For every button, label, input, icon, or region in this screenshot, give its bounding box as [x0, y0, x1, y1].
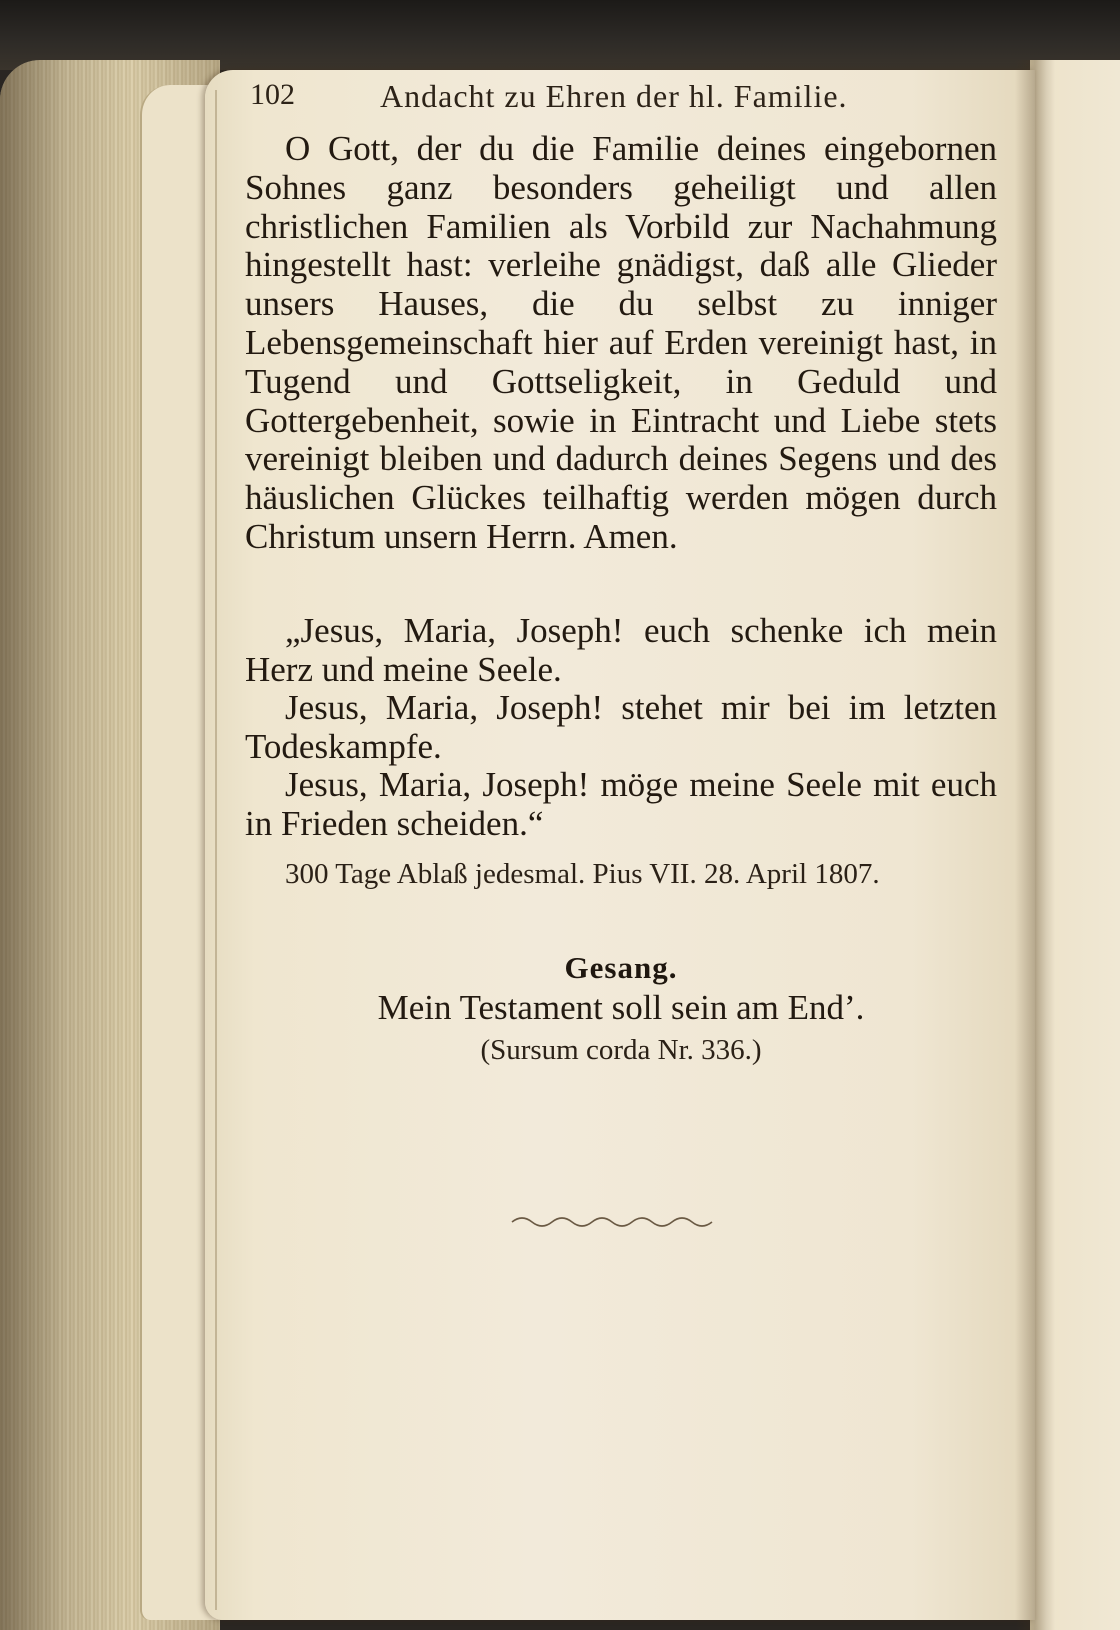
- invocation-1: „Jesus, Maria, Joseph! euch schenke ich mein Herz und meine Seele.: [245, 611, 997, 689]
- hymn-heading: Gesang.: [564, 950, 678, 985]
- indulgence-note: [245, 856, 997, 892]
- invocation-3: Jesus, Maria, Joseph! möge meine Seele mit euch in Frieden scheiden.“: [245, 765, 997, 843]
- invocation-2: Jesus, Maria, Joseph! stehet mir bei im letzten Todeskampfe.: [245, 688, 997, 766]
- gutter-shadow: [1015, 60, 1055, 1630]
- invocations: [245, 612, 997, 843]
- running-head: Andacht zu Ehren der hl. Familie.: [380, 78, 848, 114]
- page-number: 102: [250, 78, 295, 111]
- hymn-title: Mein Testament soll sein am End’.: [377, 988, 865, 1027]
- hymn-reference: (Sursum corda Nr. 336.): [480, 1034, 762, 1066]
- page-header: [250, 78, 900, 122]
- indulgence-text: 300 Tage Ablaß jedesmal. Pius VII. 28. April 1807.: [285, 858, 880, 890]
- ornament-divider-icon: [510, 1210, 720, 1230]
- page-fold-line: [215, 90, 217, 1610]
- main-prayer: [245, 130, 997, 557]
- main-prayer-paragraph: O Gott, der du die Familie deines eingebornen Sohnes ganz besonders geheiligt und allen christlichen Familien als Vorbild zur Nachahmung hingestellt hast: verleihe gnädigst, daß alle Glieder unsers Hauses, die du selbst zu inniger Lebensgemeinschaft hier auf Erden vereinigt hast, in Tugend und Gottseligkeit, in Geduld und Gottergebenheit, sowie in Eintracht und Liebe stets vereinigt bleiben und dadurch deines Segens und des häuslichen Glückes teilhaftig werden mögen durch Christum unsern Herrn. Amen.: [245, 129, 997, 556]
